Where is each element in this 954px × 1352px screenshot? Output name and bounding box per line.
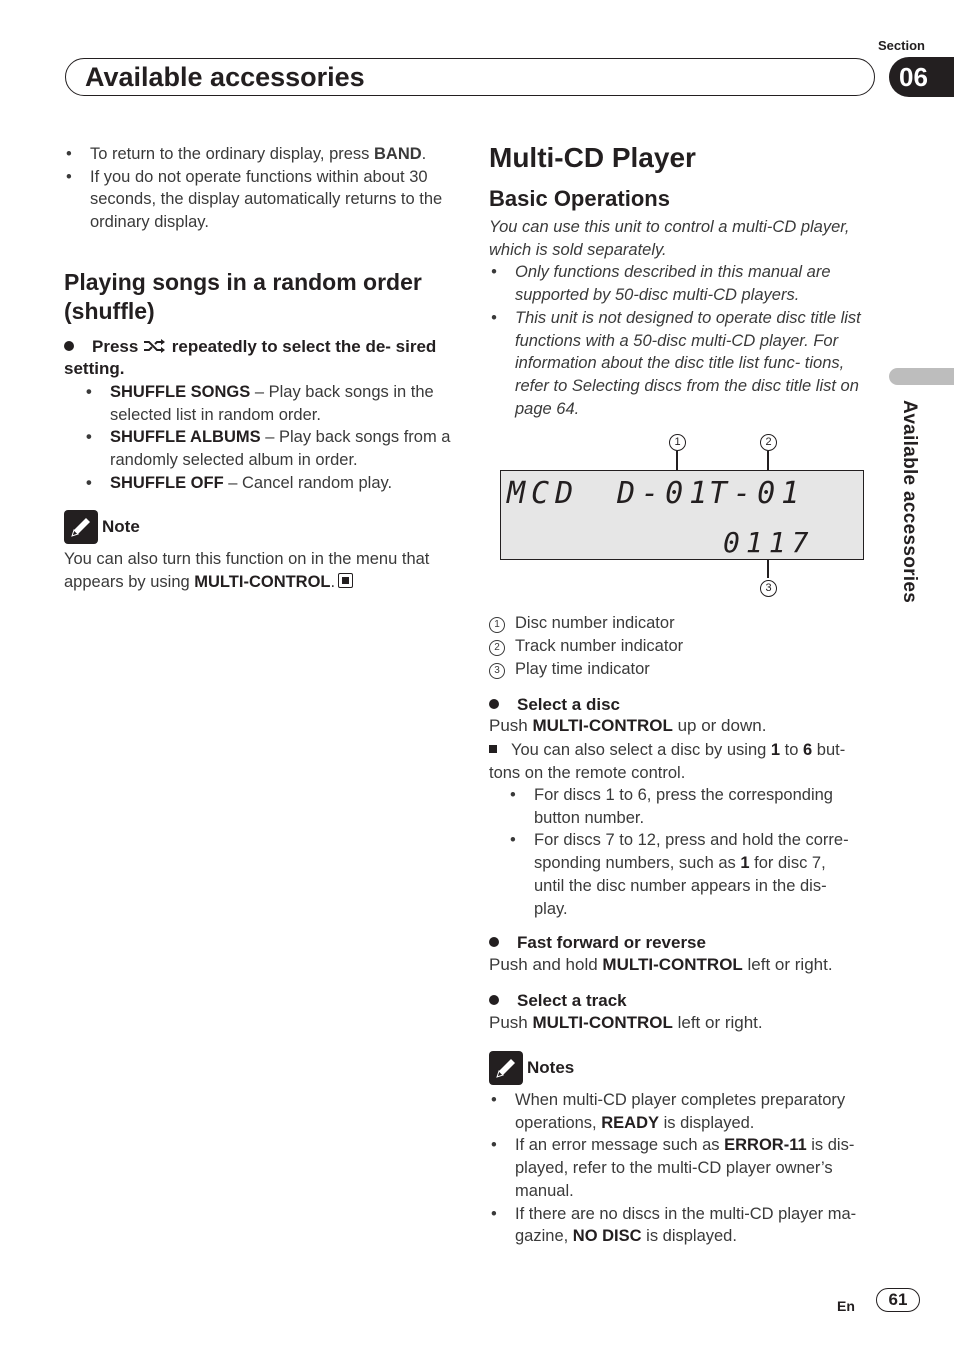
select-disc-subbullets [508,784,858,920]
step-bullet [64,341,74,351]
fast-forward-step: Fast forward or reverse [489,932,706,954]
page-title: Available accessories [85,62,365,92]
notes-header [489,1051,574,1085]
select-disc-text: Push MULTI-CONTROL up or down. [489,716,767,735]
shuffle-step: Press repeatedly to select the de- sired setting. [64,337,437,378]
list-item: • For discs 1 to 6, press the corresponding button number. [508,784,858,829]
step-bullet [489,937,499,947]
lcd-legend [489,612,879,681]
step-bullet [489,995,499,1005]
legend-item: 2 Track number indicator [489,635,879,658]
notes-label: Notes [527,1058,575,1077]
pencil-note-icon [64,510,98,544]
list-item: • This unit is not designed to operate disc title list functions with a 50-disc multi-CD player. For information about the disc title list func- tions, refer to Selecting discs from the disc title list on page 64. [489,307,879,421]
list-item: • If you do not operate functions within about 30 seconds, the display automatically returns to the ordinary display. [64,166,454,234]
callout-1: 1 [669,434,686,451]
intro-bullets [64,143,454,234]
notes-list [489,1089,879,1248]
list-item: • If an error message such as ERROR-11 is dis- played, refer to the multi-CD player owner’s manual. [489,1134,879,1202]
callout-2: 2 [760,434,777,451]
basic-operations-heading: Basic Operations [489,186,670,211]
note-text: You can also turn this function on in the menu that appears by using MULTI-CONTROL. [64,550,430,591]
multi-cd-intro: You can use this unit to control a multi-CD player, which is sold separately. • Only functions described in this manual are supported by 50-disc multi-CD players. • This unit is not designed to operate disc title list functions with a 50-disc multi-CD player. For information about the disc title list func- tions, refer to Selecting discs from the disc title list on page 64. [489,216,879,420]
lcd-disc: D-01 [617,476,714,511]
square-bullet-icon [489,745,497,753]
step-bullet [489,699,499,709]
end-mark-icon [338,573,353,588]
list-item: • For discs 7 to 12, press and hold the corre- sponding numbers, such as 1 for disc 7, until the disc number appears in the dis- play. [508,829,858,920]
fast-forward-text: Push and hold MULTI-CONTROL left or right. [489,955,833,974]
footer-language: En [837,1298,855,1314]
page-number: 61 [876,1288,920,1312]
pencil-note-icon [489,1051,523,1085]
shuffle-option: • SHUFFLE ALBUMS – Play back songs from a randomly selected album in order. [84,426,454,471]
legend-item: 3 Play time indicator [489,658,879,681]
select-track-step: Select a track [489,990,627,1012]
lcd-source: MCD [507,476,580,511]
select-disc-step: Select a disc [489,694,620,716]
callout-3-leader [767,560,769,578]
note-label: Note [102,517,140,536]
select-disc-extra: You can also select a disc by using 1 to 6 but- tons on the remote control. [489,741,846,782]
list-item: • To return to the ordinary display, press BAND. [64,143,454,166]
shuffle-options [84,381,454,495]
side-tab-label: Available accessories [899,400,920,604]
shuffle-option: • SHUFFLE OFF – Cancel random play. [84,472,454,495]
section-number-badge: 06 [889,57,954,97]
select-track-text: Push MULTI-CONTROL left or right. [489,1013,763,1032]
legend-item: 1 Disc number indicator [489,612,879,635]
side-tab-marker [889,368,954,385]
lcd-track: T-01 [709,476,806,511]
list-item: • Only functions described in this manual are supported by 50-disc multi-CD players. [489,261,879,306]
shuffle-heading: Playing songs in a random order (shuffle) [64,269,422,324]
callout-3: 3 [760,580,777,597]
multi-cd-title: Multi-CD Player [489,142,696,173]
list-item: • When multi-CD player completes preparatory operations, READY is displayed. [489,1089,879,1134]
shuffle-option: • SHUFFLE SONGS – Play back songs in the selected list in random order. [84,381,454,426]
list-item: • If there are no discs in the multi-CD player ma- gazine, NO DISC is displayed. [489,1203,879,1248]
section-label: Section [878,38,925,53]
shuffle-icon [143,338,167,354]
note-header [64,510,140,544]
lcd-display [500,470,864,560]
lcd-time: 0117 [723,526,815,559]
